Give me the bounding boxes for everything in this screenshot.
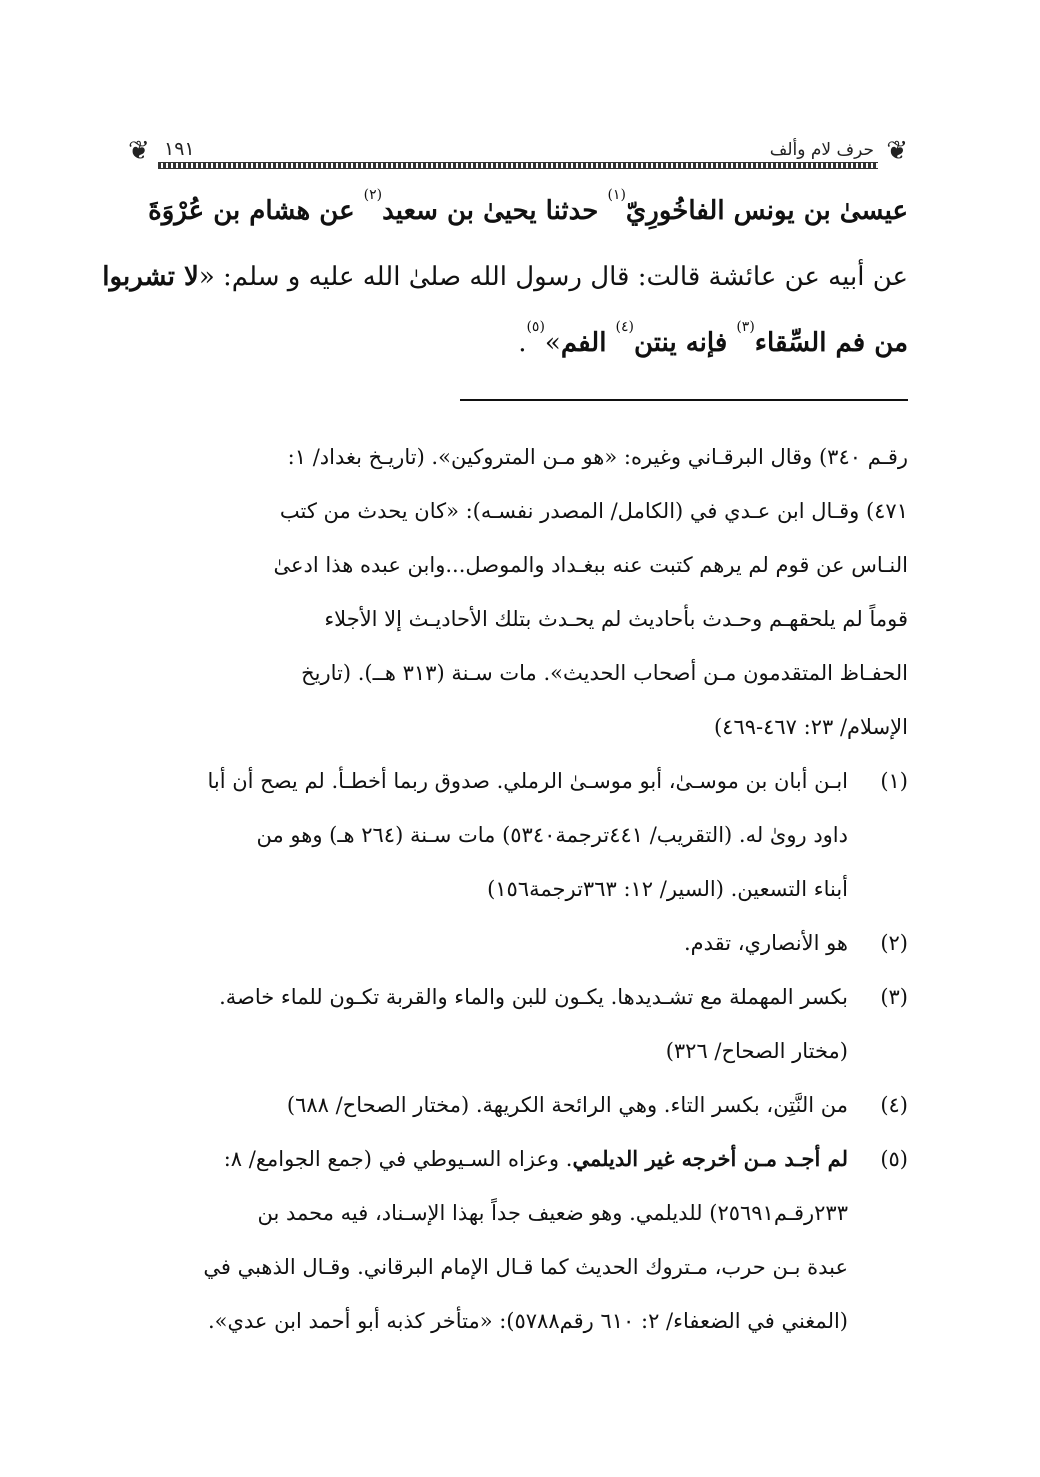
hadith-matn: لا تشربوا (102, 262, 199, 292)
hadith-text (102, 178, 908, 376)
main-line (128, 178, 908, 244)
footnote-line: بكسر المهملة مع تشـديدها. يكـون للبن والماء والقربة تكـون للماء خاصة. (219, 985, 848, 1009)
footnote-line: (المغني في الضعفاء/ ٢: ٦١٠ رقم٥٧٨٨): «متأخر كذبه أبو أحمد ابن عدي». (207, 1309, 848, 1333)
chain-text: عن أبيه عن عائشة قالت: قال رسول الله صلىٰ الله عليه و سلم: « (198, 262, 908, 292)
hadith-matn: الفم (560, 328, 616, 358)
header-rule (158, 162, 878, 169)
footnote-line: عبدة بـن حرب، مـتروك الحديث كما قـال الإمام البرقاني. وقـال الذهبي في (203, 1255, 848, 1279)
hadith-matn: من فم السِّقاء (754, 328, 908, 358)
footnote-number: (١) (880, 769, 908, 793)
footnote-line: ابـن أبان بن موسـىٰ، أبو موسـىٰ الرملي. صدوق ربما أخطـأ. لم يصح أن أبا (207, 769, 848, 793)
footnote-line: الإسلام/ ٢٣: ٤٦٧-٤٦٩) (713, 715, 908, 739)
footnote-line: أبناء التسعين. (السير/ ١٢: ٣٦٣ترجمة١٥٦) (487, 877, 848, 901)
main-line (102, 244, 908, 310)
footnote-bold-lead: لم أجـد مـن أخرجه غير الديلمي (572, 1146, 848, 1171)
running-header (128, 132, 908, 172)
hadith-matn: فإنه ينتن (633, 328, 737, 358)
footnote-line: ٤٧١) وقـال ابن عـدي في (الكامل/ المصدر نفسـه): «كان يحدث من كتب (279, 499, 908, 523)
footnote-1 (128, 754, 908, 916)
footnote-line: ٢٣٣رقـم٢٥٦٩١) للديلمي. وهو ضعيف جداً بهذا الإسـناد، فيه محمد بن (257, 1201, 848, 1225)
page-number: ١٩١ (164, 138, 195, 160)
footnote-number: (٢) (880, 931, 908, 955)
period: . (518, 328, 527, 358)
footnote-ref: (٣) (736, 319, 755, 335)
header-title: حرف لام وألف (769, 140, 874, 160)
ornament-icon: ❦ (128, 136, 150, 166)
narrator-text: عيسىٰ بن يونس الفاخُورِيّ (625, 196, 908, 226)
footnote-3 (128, 970, 908, 1078)
footnote-number: (٤) (880, 1093, 908, 1117)
ornament-icon: ❦ (886, 136, 908, 166)
footnote-line: داود روىٰ له. (التقريب/ ٤٤١ترجمة٥٣٤٠) مات سـنة (٢٦٤ هـ) وهو من (256, 823, 848, 847)
footnote-2 (128, 916, 908, 970)
quote-mark: » (544, 328, 561, 358)
footnote-line: قوماً لم يلحقهـم وحـدث بأحاديث لم يحـدث بتلك الأحاديـث إلا الأجلاء (324, 607, 908, 631)
footnote-ref: (١) (607, 187, 626, 203)
footnote-line: الحفـاظ المتقدمون مـن أصحاب الحديث». مات سـنة (٣١٣ هــ). (تاريخ (301, 661, 908, 685)
footnote-ref: (٤) (615, 319, 634, 335)
footnote-line: رقـم ٣٤٠) وقال البرقـاني وغيره: «هو مـن المتروكين». (تاريـخ بغداد/ ١: (287, 445, 908, 469)
narrator-text: حدثنا يحيىٰ بن سعيد (382, 196, 608, 226)
footnotes (128, 430, 908, 1348)
footnote-line: (مختار الصحاح/ ٣٢٦) (665, 1039, 848, 1063)
footnote-continuation (128, 430, 908, 754)
narrator-text: عن هشام بن عُرْوَةَ (148, 196, 364, 226)
footnote-separator (460, 399, 908, 401)
footnote-line: النـاس عن قوم لم يرهم كتبت عنه ببغـداد والموصل...وابن عبده هذا ادعىٰ (273, 553, 908, 577)
footnote-ref: (٥) (526, 319, 545, 335)
footnote-text: . وعزاه السـيوطي في (جمع الجوامع/ ٨: (223, 1147, 573, 1171)
footnote-line (128, 1132, 848, 1186)
footnote-line: من النَّتِن، بكسر التاء. وهي الرائحة الكريهة. (مختار الصحاح/ ٦٨٨) (286, 1093, 848, 1117)
footnote-number: (٣) (880, 985, 908, 1009)
footnote-ref: (٢) (363, 187, 383, 203)
footnote-5 (128, 1132, 908, 1348)
footnote-4 (128, 1078, 908, 1132)
footnote-number: (٥) (880, 1147, 908, 1171)
main-line (128, 310, 908, 376)
footnote-line: هو الأنصاري، تقدم. (683, 931, 848, 955)
